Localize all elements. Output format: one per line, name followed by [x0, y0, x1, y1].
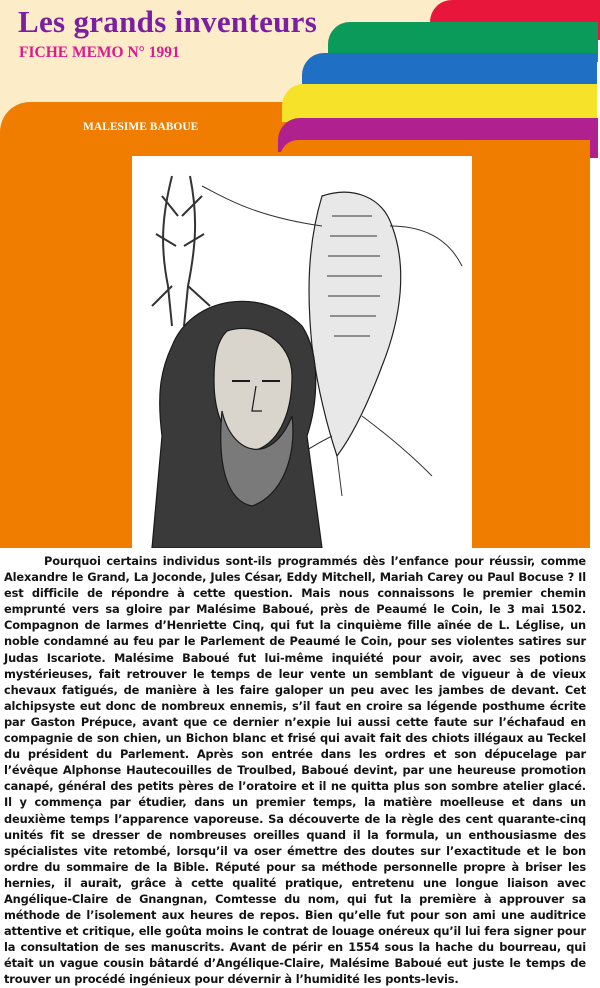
tab-yellow-overlay: [282, 84, 597, 122]
article-body: Pourquoi certains individus sont-ils programmés dès l’enfance pour réussir, comme Alexandre le Grand, La Joconde, Jules César, Eddy Mitchell, Mariah Carey ou Paul Bocuse ? Il est difficile de répondre à cette question. Mais nous connaissons le premier chemin emprunté vers sa gloire par Malésime Baboué, près de Peaumé le Coin, le 3 mai 1502. Compagnon de larmes d’Henriette Cinq, qui fut la cinquième fille aînée de L. Léglise, un noble condamné au feu par le Parlement de Peaumé le Coin, pour ses violentes satires sur Judas Iscariote. Malésime Baboué fut lui-même inquiété pour avoir, avec ses potions mystérieuses, fait retrouver le temps de leur vente un semblant de vigueur à de vieux chevaux fatigués, de manière à les faire galoper un peu avec les jambes de devant. Cet alchipsyste eut donc de nombreux ennemis, s’il faut en croire sa légende posthume écrite par Gaston Prépuce, avant que ce dernier n’expie lui aussi cette faute sur l’échafaud en compagnie de son chien, un Bichon blanc et frisé qui avait fait des chiots illégaux au Teckel du président du Parlement. Après son entrée dans les ordres et son dépucelage par l’évêque Alphonse Hautecouilles de Troulbed, Baboué devint, par une heureuse promotion canapé, général des petits pères de l’oratoire et il ne quitta plus son sombre atelier glacé. Il y commença par étudier, dans un premier temps, la matière moelleuse et dans un deuxième temps l’apparence vaporeuse. Sa découverte de la règle des cent quarante-cinq unités fit se dresser de nombreuses oreilles quand il la formula, un enthousiasme des spécialistes vite retombé, lorsqu’il va oser émettre des doutes sur l’exactitude et le bon ordre du sommaire de la Bible. Réputé pour sa méthode personnelle propre à briser les hernies, il aurait, grâce à cette qualité pratique, entretenu une longue liaison avec Angélique-Claire de Gnangnan, Comtesse du nom, qui fut la première à approuver sa méthode de l’isolement aux heures de repos. Bien qu’elle fut pour son ami une auditrice attentive et critique, elle goûta moins le contrat de louage onéreux qu’il lui fera signer pour la consultation de ses manuscrits. Avant de périr en 1554 sous la hache du bourreau, qui était un vague cousin bâtardé d’Angélique-Claire, Malésime Baboué eut juste le temps de trouver un procédé ingénieux pour dévernir à l’humidité les ponts-levis.: [4, 554, 586, 987]
article-section: [0, 548, 590, 987]
engraving-image: [132, 156, 472, 548]
page-title: Les grands inventeurs: [18, 4, 318, 39]
engraving-illustration: [132, 156, 472, 548]
page-subtitle: FICHE MEMO N° 1991: [19, 44, 180, 61]
inventor-name: MALESIME BABOUE: [83, 121, 199, 133]
